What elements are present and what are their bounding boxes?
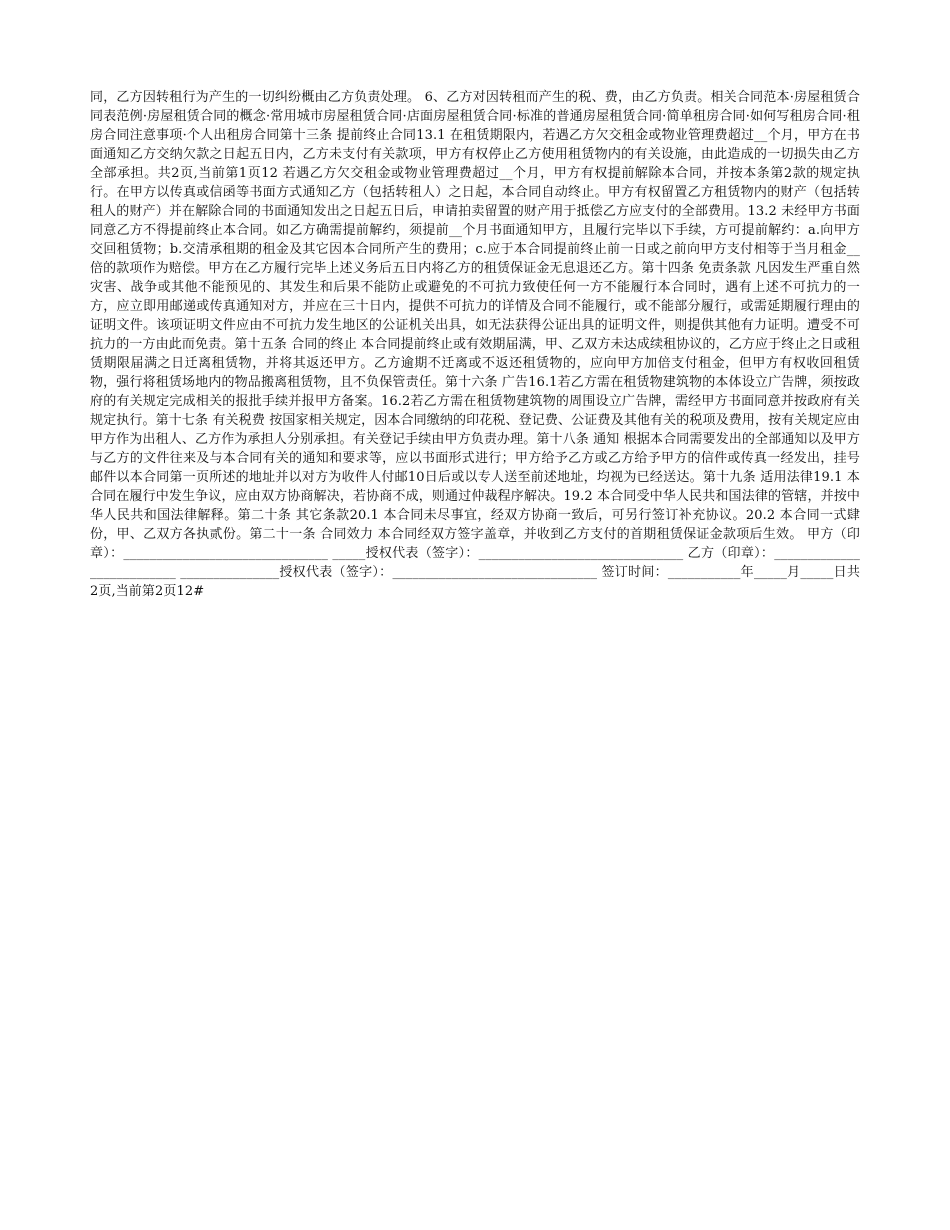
contract-body-text: 同，乙方因转租行为产生的一切纠纷概由乙方负责处理。 6、乙方对因转租而产生的税、费，由乙方负责。相关合同范本·房屋租赁合同表范例·房屋租赁合同的概念·常用城市房屋租赁合同·店面房屋租赁合同·标准的普通房屋租赁合同·简单租房合同·如何写租房合同·租房合同注意事项·个人出租房合同第十三条 提前终止合同13.1 在租赁期限内，若遇乙方欠交租金或物业管理费超过__个月，甲方在书面通知乙方交纳欠款之日起五日内，乙方未支付有关款项，甲方有权停止乙方使用租赁物内的有关设施，由此造成的一切损失由乙方全部承担。共2页,当前第1页12 若遇乙方欠交租金或物业管理费超过__个月，甲方有权提前解除本合同，并按本条第2款的规定执行。在甲方以传真或信函等书面方式通知乙方（包括转租人）之日起，本合同自动终止。甲方有权留置乙方租赁物内的财产（包括转租人的财产）并在解除合同的书面通知发出之日起五日后，申请拍卖留置的财产用于抵偿乙方应支付的全部费用。13.2 未经甲方书面同意乙方不得提前终止本合同。如乙方确需提前解约，须提前__个月书面通知甲方，且履行完毕以下手续，方可提前解约：a.向甲方交回租赁物；b.交清承租期的租金及其它因本合同所产生的费用；c.应于本合同提前终止前一日或之前向甲方支付相等于当月租金__倍的款项作为赔偿。甲方在乙方履行完毕上述义务后五日内将乙方的租赁保证金无息退还乙方。第十四条 免责条款 凡因发生严重自然灾害、战争或其他不能预见的、其发生和后果不能防止或避免的不可抗力致使任何一方不能履行本合同时，遇有上述不可抗力的一方，应立即用邮递或传真通知对方，并应在三十日内，提供不可抗力的详情及合同不能履行，或不能部分履行，或需延期履行理由的证明文件。该项证明文件应由不可抗力发生地区的公证机关出具，如无法获得公证出具的证明文件，则提供其他有力证明。遭受不可抗力的一方由此而免责。第十五条 合同的终止 本合同提前终止或有效期届满，甲、乙双方未达成续租协议的，乙方应于终止之日或租赁期限届满之日迁离租赁物，并将其返还甲方。乙方逾期不迁离或不返还租赁物的，应向甲方加倍支付租金，但甲方有权收回租赁物，强行将租赁场地内的物品搬离租赁物，且不负保管责任。第十六条 广告16.1若乙方需在租赁物建筑物的本体设立广告牌，须按政府的有关规定完成相关的报批手续并报甲方备案。16.2若乙方需在租赁物建筑物的周围设立广告牌，需经甲方书面同意并按政府有关规定执行。第十七条 有关税费 按国家相关规定，因本合同缴纳的印花税、登记费、公证费及其他有关的税项及费用，按有关规定应由甲方作为出租人、乙方作为承担人分别承担。有关登记手续由甲方负责办理。第十八条 通知 根据本合同需要发出的全部通知以及甲方与乙方的文件往来及与本合同有关的通知和要求等，应以书面形式进行；甲方给予乙方或乙方给予甲方的信件或传真一经发出，挂号邮件以本合同第一页所述的地址并以对方为收件人付邮10日后或以专人送至前述地址，均视为已经送达。第十九条 适用法律19.1 本合同在履行中发生争议，应由双方协商解决，若协商不成，则通过仲裁程序解决。19.2 本合同受中华人民共和国法律的管辖，并按中华人民共和国法律解释。第二十条 其它条款20.1 本合同未尽事宜，经双方协商一致后，可另行签订补充协议。20.2 本合同一式肆份，甲、乙双方各执贰份。第二十一条 合同效力 本合同经双方签字盖章，并收到乙方支付的首期租赁保证金款项后生效。 甲方（印章）：_______________________________ _____授权代表（签字）：_______________________________ 乙方（印章）：__________________________ _______________授权代表（签字）：_______________________________ 签订时间：___________年_____月_____日共2页,当前第2页12#: [90, 90, 860, 599]
document-content: [90, 88, 860, 601]
